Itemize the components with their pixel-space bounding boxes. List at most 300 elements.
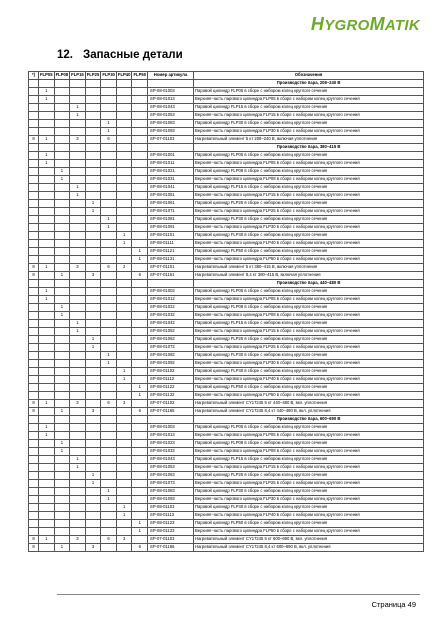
qty-cell [116, 328, 132, 336]
qty-cell [29, 504, 39, 512]
qty-cell [132, 288, 148, 296]
description-cell: Верхняя часть парового цилиндра FLP08 в сборе с набором колец круглого сечения [194, 448, 424, 456]
qty-cell [39, 352, 55, 360]
article-number-cell: SP-08-01082 [148, 352, 194, 360]
qty-cell [132, 464, 148, 472]
description-cell: Нагревательный элемент 8,4 кт 380–415 В, включая уплотнения [194, 272, 424, 280]
qty-cell [29, 160, 39, 168]
section-title-cell: Производство пара, 208–240 В [194, 80, 424, 88]
qty-cell: 1 [101, 496, 117, 504]
qty-cell [54, 424, 70, 432]
qty-cell [85, 440, 101, 448]
qty-cell: 8 [29, 272, 39, 280]
description-cell: Верхняя часть парового цилиндра FLP25 в сборе с набором колец круглого сечения [194, 208, 424, 216]
qty-cell [54, 240, 70, 248]
table-row [29, 512, 424, 520]
qty-cell [132, 504, 148, 512]
qty-cell [29, 328, 39, 336]
col-header: FLP30 [101, 72, 117, 80]
article-number-cell: SP-08-01112 [148, 376, 194, 384]
table-header-row [29, 72, 424, 80]
qty-cell: 1 [54, 176, 70, 184]
col-header: *) [29, 72, 39, 80]
qty-cell: 3 [70, 536, 86, 544]
qty-cell: 1 [85, 200, 101, 208]
qty-cell [132, 216, 148, 224]
table-row [29, 472, 424, 480]
article-number-cell: SP-08-01001 [148, 152, 194, 160]
table-row [29, 256, 424, 264]
qty-cell [101, 456, 117, 464]
article-number-cell: SP-08-01091 [148, 224, 194, 232]
qty-cell [101, 232, 117, 240]
col-header: FLP40 [116, 72, 132, 80]
article-number-cell: SP-08-01121 [148, 248, 194, 256]
description-cell: Паровой цилиндр FLP25 в сборе с набором колец круглого сечения [194, 336, 424, 344]
empty-cell [148, 144, 194, 152]
qty-cell [54, 536, 70, 544]
qty-cell [85, 376, 101, 384]
qty-cell [39, 224, 55, 232]
qty-cell [54, 464, 70, 472]
qty-cell [101, 192, 117, 200]
empty-cell [116, 280, 132, 288]
qty-cell [85, 264, 101, 272]
qty-cell [70, 216, 86, 224]
table-row [29, 456, 424, 464]
qty-cell: 1 [70, 184, 86, 192]
article-number-cell: SP-08-01042 [148, 320, 194, 328]
article-number-cell: SP-07-01102 [148, 400, 194, 408]
qty-cell [101, 472, 117, 480]
description-cell: Паровой цилиндр FLP30 в сборе с набором колец круглого сечения [194, 120, 424, 128]
hygromatik-logo: HYGROMATIK [310, 14, 420, 34]
qty-cell [54, 400, 70, 408]
qty-cell: 1 [39, 160, 55, 168]
qty-cell [116, 200, 132, 208]
qty-cell [54, 288, 70, 296]
qty-cell [29, 392, 39, 400]
qty-cell [39, 208, 55, 216]
qty-cell [132, 192, 148, 200]
article-number-cell: SP-08-01041 [148, 184, 194, 192]
qty-cell [29, 168, 39, 176]
qty-cell [29, 512, 39, 520]
qty-cell [39, 168, 55, 176]
table-row [29, 176, 424, 184]
qty-cell [39, 336, 55, 344]
qty-cell [29, 304, 39, 312]
qty-cell [132, 224, 148, 232]
qty-cell [29, 216, 39, 224]
description-cell: Верхняя часть парового цилиндра FLP40 в сборе с набором колец круглого сечения [194, 512, 424, 520]
qty-cell [54, 344, 70, 352]
qty-cell [116, 520, 132, 528]
qty-cell [29, 352, 39, 360]
table-row [29, 104, 424, 112]
qty-cell [70, 152, 86, 160]
qty-cell [70, 272, 86, 280]
qty-cell: 1 [70, 192, 86, 200]
description-cell: Верхняя часть парового цилиндра FLP05 в сборе с набором колец круглого сечения [194, 160, 424, 168]
table-row [29, 88, 424, 96]
qty-cell [116, 384, 132, 392]
qty-cell [70, 304, 86, 312]
section-row [29, 144, 424, 152]
qty-cell [70, 376, 86, 384]
description-cell: Верхняя часть парового цилиндра FLP30 в сборе с набором колец круглого сечения [194, 128, 424, 136]
qty-cell: 8 [29, 536, 39, 544]
qty-cell [54, 256, 70, 264]
table-row [29, 200, 424, 208]
qty-cell: 6 [101, 536, 117, 544]
col-header: FLP05 [39, 72, 55, 80]
empty-cell [101, 80, 117, 88]
qty-cell: 1 [39, 88, 55, 96]
col-header: Обозначения [194, 72, 424, 80]
table-row [29, 152, 424, 160]
qty-cell [54, 352, 70, 360]
qty-cell [85, 136, 101, 144]
qty-cell [85, 296, 101, 304]
section-title-cell: Производство пара, 440–480 В [194, 280, 424, 288]
article-number-cell: SP-07-01103 [148, 536, 194, 544]
qty-cell [39, 120, 55, 128]
qty-cell [70, 88, 86, 96]
qty-cell [70, 256, 86, 264]
qty-cell [132, 496, 148, 504]
description-cell: Паровой цилиндр FLP40 в сборе с набором колец круглого сечения [194, 368, 424, 376]
qty-cell [29, 424, 39, 432]
article-number-cell: SP-08-01033 [148, 448, 194, 456]
table-row [29, 432, 424, 440]
description-cell: Паровой цилиндр FLP15 в сборе с набором колец круглого сечения [194, 184, 424, 192]
table-row [29, 96, 424, 104]
qty-cell [85, 528, 101, 536]
qty-cell: 1 [132, 392, 148, 400]
description-cell: Верхняя часть парового цилиндра FLP40 в сборе с набором колец круглого сечения [194, 240, 424, 248]
qty-cell [39, 512, 55, 520]
qty-cell: 1 [70, 456, 86, 464]
qty-cell [54, 224, 70, 232]
table-row [29, 304, 424, 312]
article-number-cell: SP-08-01023 [148, 440, 194, 448]
qty-cell [70, 160, 86, 168]
qty-cell: 6 [132, 408, 148, 416]
description-cell: Нагревательный элемент CY17245 8,4 кт 440–480 В, вкл. уплотнения [194, 408, 424, 416]
table-row [29, 496, 424, 504]
qty-cell [132, 312, 148, 320]
section-title-cell: Производство пара, 380–415 В [194, 144, 424, 152]
qty-cell [54, 504, 70, 512]
description-cell: Верхняя часть парового цилиндра FLP15 в сборе с набором колец круглого сечения [194, 112, 424, 120]
qty-cell [29, 312, 39, 320]
qty-cell [29, 456, 39, 464]
empty-cell [39, 416, 55, 424]
qty-cell [70, 520, 86, 528]
description-cell: Верхняя часть парового цилиндра FLP05 в сборе с набором колец круглого сечения [194, 296, 424, 304]
qty-cell [39, 320, 55, 328]
qty-cell [39, 544, 55, 552]
qty-cell [132, 128, 148, 136]
qty-cell: 8 [29, 400, 39, 408]
qty-cell: 1 [70, 320, 86, 328]
qty-cell [70, 480, 86, 488]
qty-cell [101, 440, 117, 448]
qty-cell: 3 [116, 400, 132, 408]
qty-cell [54, 392, 70, 400]
qty-cell: 1 [132, 520, 148, 528]
qty-cell [101, 384, 117, 392]
qty-cell [70, 296, 86, 304]
qty-cell [132, 120, 148, 128]
qty-cell [85, 224, 101, 232]
section-row [29, 416, 424, 424]
qty-cell [85, 120, 101, 128]
qty-cell [132, 296, 148, 304]
article-number-cell: SP-08-01083 [148, 120, 194, 128]
qty-cell [70, 504, 86, 512]
empty-cell [101, 280, 117, 288]
qty-cell [85, 288, 101, 296]
qty-cell [54, 192, 70, 200]
qty-cell [39, 200, 55, 208]
qty-cell: 1 [54, 408, 70, 416]
qty-cell [70, 240, 86, 248]
qty-cell [39, 192, 55, 200]
qty-cell [70, 472, 86, 480]
table-row [29, 544, 424, 552]
qty-cell [116, 472, 132, 480]
qty-cell: 1 [54, 272, 70, 280]
qty-cell [132, 344, 148, 352]
qty-cell [70, 360, 86, 368]
description-cell: Паровой цилиндр FLP25 в сборе с набором колец круглого сечения [194, 200, 424, 208]
qty-cell [116, 544, 132, 552]
article-number-cell: SP-08-01071 [148, 208, 194, 216]
table-row [29, 400, 424, 408]
qty-cell: 8 [29, 264, 39, 272]
qty-cell [29, 528, 39, 536]
description-cell: Верхняя часть парового цилиндра FLP25 в сборе с набором колец круглого сечения [194, 344, 424, 352]
qty-cell [70, 232, 86, 240]
qty-cell [70, 392, 86, 400]
qty-cell [132, 536, 148, 544]
qty-cell [29, 248, 39, 256]
qty-cell [29, 184, 39, 192]
qty-cell [29, 232, 39, 240]
description-cell: Паровой цилиндр FLP30 в сборе с набором колец круглого сечения [194, 488, 424, 496]
table-row [29, 288, 424, 296]
qty-cell [132, 304, 148, 312]
table-row [29, 536, 424, 544]
qty-cell [29, 192, 39, 200]
qty-cell [29, 200, 39, 208]
qty-cell [29, 360, 39, 368]
qty-cell: 1 [101, 224, 117, 232]
table-row [29, 224, 424, 232]
qty-cell [101, 296, 117, 304]
qty-cell: 1 [39, 136, 55, 144]
qty-cell [39, 328, 55, 336]
qty-cell [85, 104, 101, 112]
qty-cell [39, 448, 55, 456]
qty-cell [54, 248, 70, 256]
qty-cell: 3 [85, 272, 101, 280]
qty-cell [132, 360, 148, 368]
qty-cell [85, 512, 101, 520]
qty-cell [132, 136, 148, 144]
qty-cell [54, 384, 70, 392]
qty-cell [29, 128, 39, 136]
article-number-cell: SP-08-01053 [148, 464, 194, 472]
article-number-cell: SP-08-01031 [148, 176, 194, 184]
qty-cell [29, 112, 39, 120]
qty-cell [39, 480, 55, 488]
article-number-cell: SP-08-01063 [148, 472, 194, 480]
qty-cell [54, 520, 70, 528]
qty-cell [101, 160, 117, 168]
qty-cell: 6 [101, 136, 117, 144]
qty-cell [29, 432, 39, 440]
table-row [29, 112, 424, 120]
table-row [29, 296, 424, 304]
qty-cell [70, 288, 86, 296]
article-number-cell: SP-08-01122 [148, 384, 194, 392]
empty-cell [39, 280, 55, 288]
qty-cell [70, 408, 86, 416]
qty-cell [101, 208, 117, 216]
qty-cell [116, 312, 132, 320]
qty-cell: 6 [132, 544, 148, 552]
qty-cell [54, 128, 70, 136]
qty-cell [116, 96, 132, 104]
description-cell: Верхняя часть парового цилиндра FLP15 в сборе с набором колец круглого сечения [194, 464, 424, 472]
empty-cell [85, 416, 101, 424]
qty-cell [101, 256, 117, 264]
table-row [29, 160, 424, 168]
qty-cell [132, 336, 148, 344]
qty-cell [29, 152, 39, 160]
table-row [29, 464, 424, 472]
qty-cell [85, 464, 101, 472]
col-header: FLP25 [85, 72, 101, 80]
qty-cell [85, 496, 101, 504]
table-row [29, 384, 424, 392]
qty-cell [101, 392, 117, 400]
qty-cell [39, 112, 55, 120]
qty-cell [70, 248, 86, 256]
col-header: FLP15 [70, 72, 86, 80]
qty-cell: 1 [101, 360, 117, 368]
qty-cell [116, 464, 132, 472]
col-header: FLP08 [54, 72, 70, 80]
description-cell: Паровой цилиндр FLP30 в сборе с набором колец круглого сечения [194, 352, 424, 360]
article-number-cell: SP-08-01013 [148, 96, 194, 104]
qty-cell: 1 [54, 544, 70, 552]
qty-cell [54, 232, 70, 240]
table-row [29, 344, 424, 352]
qty-cell [116, 168, 132, 176]
table-row [29, 488, 424, 496]
qty-cell [116, 528, 132, 536]
empty-cell [54, 80, 70, 88]
qty-cell [85, 424, 101, 432]
article-number-cell: SP-07-01165 [148, 408, 194, 416]
qty-cell [85, 232, 101, 240]
description-cell: Верхняя часть парового цилиндра FLP15 в сборе с набором колец круглого сечения [194, 328, 424, 336]
article-number-cell: SP-08-01012 [148, 296, 194, 304]
empty-cell [101, 144, 117, 152]
qty-cell [101, 168, 117, 176]
qty-cell [116, 336, 132, 344]
article-number-cell: SP-08-01003 [148, 424, 194, 432]
qty-cell [101, 368, 117, 376]
qty-cell [70, 512, 86, 520]
description-cell: Верхняя часть парового цилиндра FLP30 в сборе с набором колец круглого сечения [194, 224, 424, 232]
table-row [29, 128, 424, 136]
description-cell: Верхняя часть парового цилиндра FLP50 в сборе с набором колец круглого сечения [194, 392, 424, 400]
qty-cell [29, 488, 39, 496]
col-header: FLP50 [132, 72, 148, 80]
qty-cell [116, 136, 132, 144]
qty-cell [54, 376, 70, 384]
qty-cell [70, 432, 86, 440]
table-row [29, 448, 424, 456]
qty-cell [132, 320, 148, 328]
description-cell: Верхняя часть парового цилиндра FLP05 в сборе с набором колец круглого сечения [194, 432, 424, 440]
page-number: Страница 49 [371, 600, 416, 609]
qty-cell: 8 [29, 544, 39, 552]
qty-cell: 1 [70, 328, 86, 336]
qty-cell [70, 200, 86, 208]
qty-cell [85, 168, 101, 176]
qty-cell [116, 176, 132, 184]
qty-cell [54, 160, 70, 168]
qty-cell: 1 [85, 336, 101, 344]
article-number-cell: SP-08-01131 [148, 256, 194, 264]
qty-cell [132, 472, 148, 480]
qty-cell: 3 [85, 544, 101, 552]
qty-cell [101, 376, 117, 384]
qty-cell [116, 296, 132, 304]
qty-cell [132, 96, 148, 104]
qty-cell [54, 336, 70, 344]
qty-cell [132, 240, 148, 248]
qty-cell: 1 [70, 104, 86, 112]
table-row [29, 336, 424, 344]
qty-cell [70, 496, 86, 504]
qty-cell [39, 128, 55, 136]
qty-cell [54, 456, 70, 464]
qty-cell [39, 104, 55, 112]
empty-cell [54, 144, 70, 152]
qty-cell [116, 256, 132, 264]
description-cell: Верхняя часть парового цилиндра FLP50 в сборе с набором колец круглого сечения [194, 528, 424, 536]
qty-cell: 1 [54, 168, 70, 176]
qty-cell [70, 368, 86, 376]
qty-cell [39, 312, 55, 320]
qty-cell [101, 328, 117, 336]
qty-cell [116, 408, 132, 416]
article-number-cell: SP-08-01093 [148, 128, 194, 136]
qty-cell [132, 168, 148, 176]
qty-cell [116, 208, 132, 216]
qty-cell [132, 208, 148, 216]
qty-cell [29, 240, 39, 248]
description-cell: Паровой цилиндр FLP15 в сборе с набором колец круглого сечения [194, 104, 424, 112]
qty-cell [39, 256, 55, 264]
